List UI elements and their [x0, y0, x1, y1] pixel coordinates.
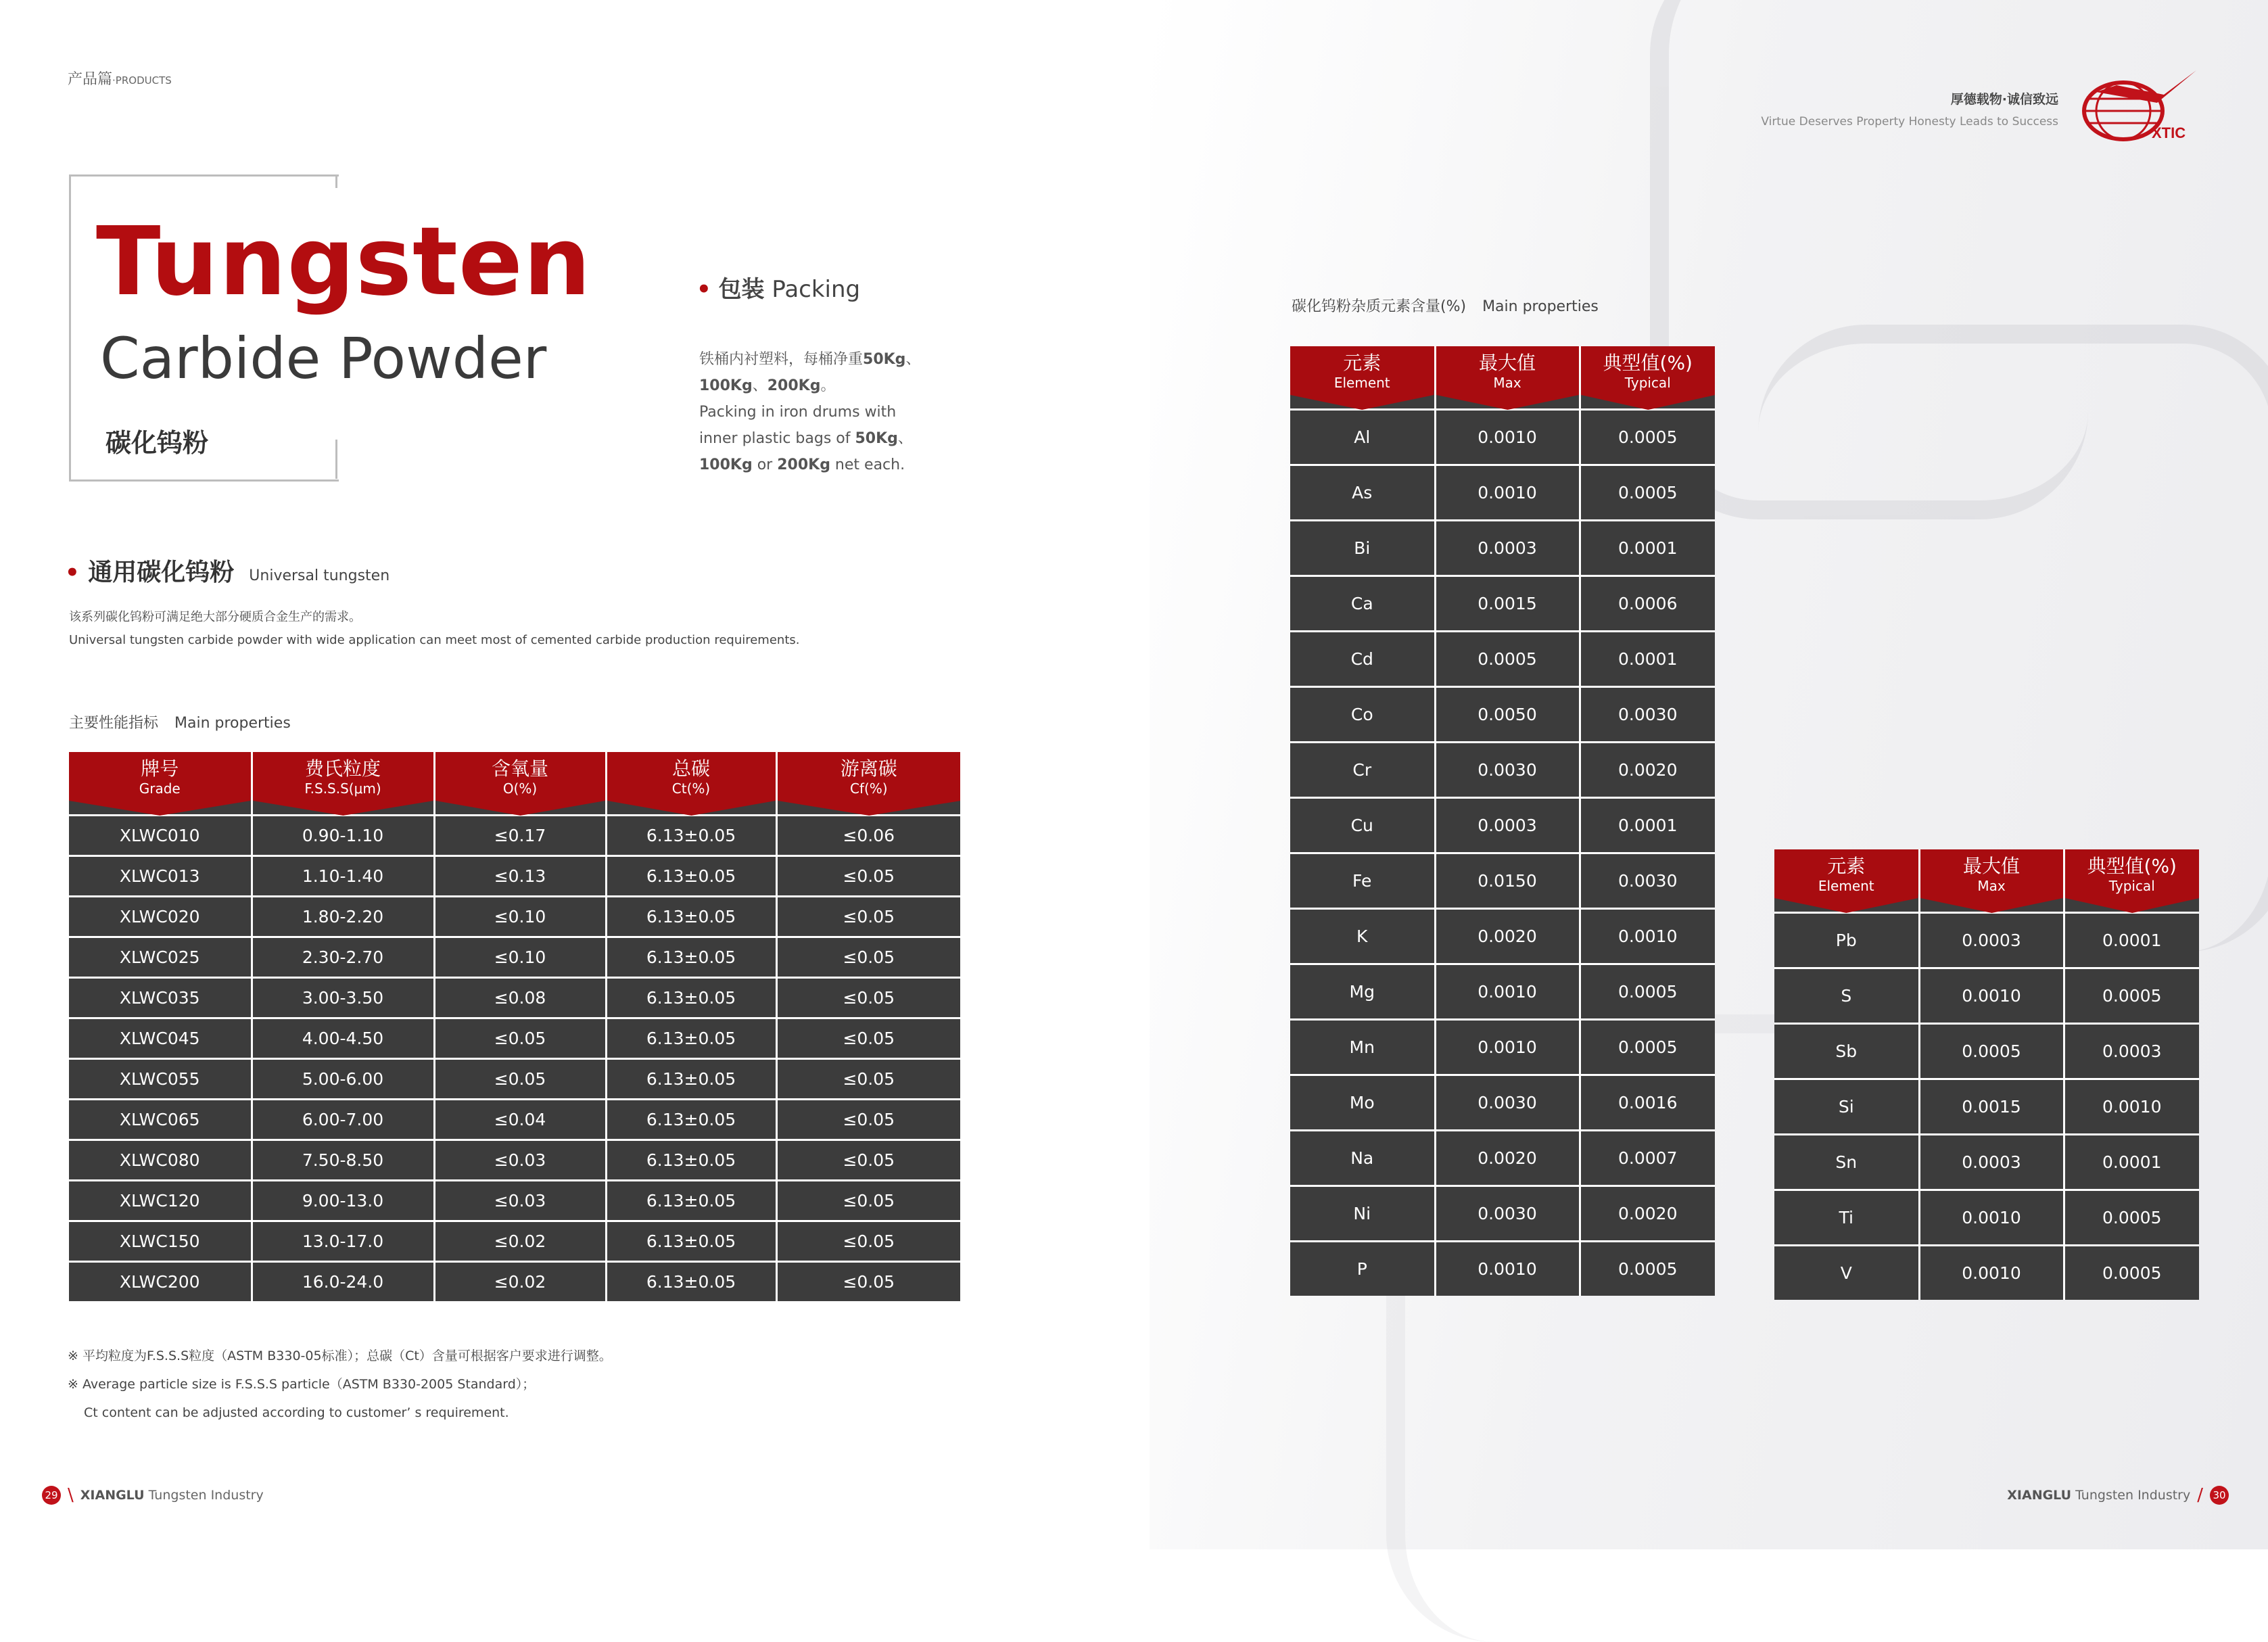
table-cell: ≤0.04: [434, 1100, 606, 1140]
slogan-en: Virtue Deserves Property Honesty Leads to Success: [1761, 115, 2058, 128]
table-cell: 0.0005: [2064, 1246, 2199, 1300]
table-cell: 0.0050: [1435, 687, 1580, 743]
table-row: [69, 978, 960, 1018]
table-row: [1290, 1075, 1715, 1131]
column-header-cn: 牌号: [141, 757, 179, 780]
table-cell: ≤0.05: [434, 1059, 606, 1100]
table-cell: 0.0005: [1435, 632, 1580, 687]
table-cell: ≤0.17: [434, 816, 606, 856]
column-header: [1774, 849, 1919, 894]
table-cell: 0.0020: [1580, 1186, 1715, 1242]
table-row: [1290, 521, 1715, 576]
table-cell: Ti: [1774, 1190, 1919, 1246]
table-row: [69, 1018, 960, 1059]
table-cell: 0.0010: [1435, 1242, 1580, 1296]
column-header-en: Grade: [139, 780, 181, 797]
table-cell: 6.13±0.05: [606, 856, 776, 897]
table-cell: Pb: [1774, 913, 1919, 968]
table-cell: K: [1290, 909, 1435, 964]
page-number: 30: [2210, 1486, 2229, 1505]
table-cell: Sn: [1774, 1135, 1919, 1190]
impurity-table-b: [1774, 849, 2199, 1300]
table-cell: ≤0.03: [434, 1181, 606, 1221]
table-cell: ≤0.02: [434, 1262, 606, 1302]
table-cell: Mn: [1290, 1020, 1435, 1075]
table-row: [1290, 1186, 1715, 1242]
column-header-cn: 最大值: [1962, 855, 2020, 877]
column-header: [69, 752, 252, 797]
packing-text: 铁桶内衬塑料，每桶净重50Kg、 100Kg、200Kg。 Packing in iron drums with inner plastic bags of 50Kg、 100Kg or 200Kg net each.: [699, 351, 921, 473]
table-cell: 0.0010: [1919, 1190, 2064, 1246]
table-row: [1774, 913, 2199, 968]
table-cell: 0.0007: [1580, 1131, 1715, 1186]
column-header: [1919, 849, 2064, 894]
table-cell: 6.13±0.05: [606, 978, 776, 1018]
table-row: [1290, 798, 1715, 853]
table-cell: Bi: [1290, 521, 1435, 576]
table-row: [1290, 1242, 1715, 1296]
svg-text:XTIC: XTIC: [2152, 124, 2186, 141]
page-title: Tungsten: [96, 207, 592, 317]
table-cell: 4.00-4.50: [252, 1018, 434, 1059]
table-cell: 0.0006: [1580, 576, 1715, 632]
table-row: [1290, 465, 1715, 521]
table-cell: 0.0150: [1435, 853, 1580, 909]
column-header-en: Element: [1818, 878, 1874, 894]
table-row: [1290, 853, 1715, 909]
table-row: [1290, 1131, 1715, 1186]
column-header: [2064, 849, 2199, 894]
table-cell: As: [1290, 465, 1435, 521]
table-cell: XLWC035: [69, 978, 252, 1018]
table-cell: 0.0005: [1919, 1024, 2064, 1079]
table-cell: ≤0.05: [776, 1100, 960, 1140]
table-cell: P: [1290, 1242, 1435, 1296]
table-row: [1290, 1020, 1715, 1075]
table-cell: Cu: [1290, 798, 1435, 853]
table-row: [1290, 909, 1715, 964]
column-header: [434, 752, 606, 797]
table-cell: Cr: [1290, 743, 1435, 798]
bullet-icon: •: [696, 276, 711, 303]
header-notch: [253, 797, 433, 816]
title-frame-edge: [335, 174, 337, 188]
table-cell: 0.0003: [2064, 1024, 2199, 1079]
table-cell: 6.13±0.05: [606, 1100, 776, 1140]
impurity-label: 碳化钨粉杂质元素含量(%) Main properties: [1292, 298, 1599, 315]
table-cell: ≤0.10: [434, 897, 606, 937]
table-cell: 0.0030: [1580, 853, 1715, 909]
table-cell: 0.0001: [2064, 1135, 2199, 1190]
table-row: [1290, 687, 1715, 743]
header-notch: [1436, 391, 1579, 410]
table-cell: XLWC045: [69, 1018, 252, 1059]
table-cell: ≤0.13: [434, 856, 606, 897]
table-cell: 0.0010: [1435, 465, 1580, 521]
column-header: [1435, 346, 1580, 391]
packing-heading: • 包装 Packing: [696, 276, 861, 303]
table-cell: Mo: [1290, 1075, 1435, 1131]
table-cell: ≤0.03: [434, 1140, 606, 1181]
table-row: [69, 816, 960, 856]
table-cell: XLWC010: [69, 816, 252, 856]
column-header: [252, 752, 434, 797]
table-row: [69, 897, 960, 937]
column-header-cn: 游离碳: [840, 757, 897, 780]
table-cell: ≤0.05: [776, 1059, 960, 1100]
table-cell: 0.0010: [1919, 968, 2064, 1024]
header-notch: [435, 797, 605, 816]
table-row: [1290, 576, 1715, 632]
table-cell: Fe: [1290, 853, 1435, 909]
table-cell: 0.0005: [1580, 1242, 1715, 1296]
table-cell: Ni: [1290, 1186, 1435, 1242]
header-notch: [1581, 391, 1716, 410]
header-notch: [69, 797, 251, 816]
table-cell: 0.0003: [1435, 798, 1580, 853]
column-header-en: Cf(%): [849, 780, 888, 797]
bullet-icon: •: [65, 559, 80, 586]
table-cell: 0.0005: [1580, 465, 1715, 521]
table-cell: 0.0010: [1580, 909, 1715, 964]
table-cell: 0.0003: [1435, 521, 1580, 576]
table-cell: 0.0016: [1580, 1075, 1715, 1131]
table-cell: XLWC120: [69, 1181, 252, 1221]
table-cell: 1.80-2.20: [252, 897, 434, 937]
table-cell: 2.30-2.70: [252, 937, 434, 978]
table-cell: ≤0.05: [776, 978, 960, 1018]
table-cell: 6.13±0.05: [606, 1059, 776, 1100]
column-header-cn: 最大值: [1478, 352, 1536, 374]
table-cell: XLWC065: [69, 1100, 252, 1140]
table-cell: 0.0005: [2064, 968, 2199, 1024]
table-cell: 0.0030: [1435, 1075, 1580, 1131]
table-cell: ≤0.08: [434, 978, 606, 1018]
table-cell: 0.0001: [2064, 913, 2199, 968]
table-cell: XLWC020: [69, 897, 252, 937]
table-cell: 0.0010: [2064, 1079, 2199, 1135]
table-row: [69, 1181, 960, 1221]
table-row: [69, 1100, 960, 1140]
table-cell: 0.0001: [1580, 632, 1715, 687]
table-row: [1774, 1246, 2199, 1300]
table-row: [69, 856, 960, 897]
table-row: [69, 1140, 960, 1181]
table-cell: 7.50-8.50: [252, 1140, 434, 1181]
column-header-cn: 元素: [1827, 855, 1866, 877]
table-cell: 6.13±0.05: [606, 1221, 776, 1262]
column-header: [606, 752, 776, 797]
header-notch: [607, 797, 776, 816]
table-cell: Ca: [1290, 576, 1435, 632]
header-notch: [1920, 894, 2063, 913]
table-cell: 0.0020: [1435, 1131, 1580, 1186]
column-header: [1290, 346, 1435, 391]
column-header-en: F.S.S.S(μm): [304, 780, 381, 797]
table-row: [1290, 410, 1715, 465]
table-cell: 0.0020: [1580, 743, 1715, 798]
table-cell: 0.0010: [1435, 964, 1580, 1020]
table-row: [1774, 1190, 2199, 1246]
table-row: [1774, 1024, 2199, 1079]
table-cell: 6.13±0.05: [606, 1018, 776, 1059]
table-cell: 0.0030: [1580, 687, 1715, 743]
table-cell: 0.0020: [1435, 909, 1580, 964]
table-cell: 6.13±0.05: [606, 1262, 776, 1302]
company-logo: [2076, 65, 2198, 145]
table-cell: 6.13±0.05: [606, 1181, 776, 1221]
column-header-cn: 元素: [1343, 352, 1381, 374]
table-row: [69, 1059, 960, 1100]
table-cell: 5.00-6.00: [252, 1059, 434, 1100]
column-header-cn: 典型值(%): [1603, 352, 1693, 374]
column-header-en: Element: [1333, 375, 1390, 391]
column-header-cn: 典型值(%): [2087, 855, 2177, 877]
table-cell: ≤0.05: [776, 897, 960, 937]
table-row: [1290, 743, 1715, 798]
header-notch: [2065, 894, 2200, 913]
grades-table: [69, 752, 960, 1301]
table-cell: 9.00-13.0: [252, 1181, 434, 1221]
column-header-en: Typical: [1624, 375, 1671, 391]
column-header-cn: 含氧量: [491, 757, 548, 780]
table-cell: ≤0.05: [776, 856, 960, 897]
column-header-en: O(%): [502, 780, 538, 797]
column-header-en: Ct(%): [671, 780, 711, 797]
footer-left: 29 \ XIANGLU Tungsten Industry: [42, 1485, 264, 1505]
column-header-en: Typical: [2108, 878, 2155, 894]
table-cell: 6.00-7.00: [252, 1100, 434, 1140]
column-header-cn: 总碳: [671, 757, 710, 780]
table-row: [1774, 1079, 2199, 1135]
table-cell: 13.0-17.0: [252, 1221, 434, 1262]
table-cell: XLWC025: [69, 937, 252, 978]
table-cell: 0.90-1.10: [252, 816, 434, 856]
table-cell: Na: [1290, 1131, 1435, 1186]
slogan-cn: 厚德载物·诚信致远: [1950, 92, 2058, 107]
page-subtitle: Carbide Powder: [100, 325, 547, 392]
column-header-en: Max: [1977, 878, 2006, 894]
table-cell: 6.13±0.05: [606, 937, 776, 978]
page-title-cn: 碳化钨粉: [105, 428, 209, 458]
table-cell: XLWC150: [69, 1221, 252, 1262]
table-row: [1290, 632, 1715, 687]
table-cell: XLWC055: [69, 1059, 252, 1100]
impurity-table-a: [1290, 346, 1715, 1296]
main-properties-label: 主要性能指标 Main properties: [69, 715, 291, 732]
table-cell: XLWC200: [69, 1262, 252, 1302]
table-cell: ≤0.05: [776, 1262, 960, 1302]
table-cell: ≤0.02: [434, 1221, 606, 1262]
table-cell: 16.0-24.0: [252, 1262, 434, 1302]
table-cell: ≤0.10: [434, 937, 606, 978]
column-header-cn: 费氏粒度: [304, 757, 381, 780]
table-cell: 6.13±0.05: [606, 816, 776, 856]
table-cell: XLWC080: [69, 1140, 252, 1181]
title-frame-edge: [335, 440, 337, 479]
column-header: [1580, 346, 1715, 391]
table-cell: ≤0.06: [776, 816, 960, 856]
footer-right: XIANGLU Tungsten Industry / 30: [2007, 1485, 2229, 1505]
table-cell: XLWC013: [69, 856, 252, 897]
table-cell: 0.0005: [1580, 964, 1715, 1020]
table-cell: Al: [1290, 410, 1435, 465]
header-notch: [778, 797, 961, 816]
table-cell: 0.0003: [1919, 913, 2064, 968]
column-header-en: Max: [1493, 375, 1521, 391]
footnotes: ※ 平均粒度为F.S.S.S粒度（ASTM B330-05标准）；总碳（Ct）含量可根据客户要求进行调整。 ※ Average particle size is F.S.S.S particle（ASTM B330-2005 Standard）； Ct content can be adjusted according to customer’ s requirement.: [68, 1348, 612, 1420]
header-notch: [1290, 391, 1434, 410]
table-cell: Mg: [1290, 964, 1435, 1020]
section-heading: • 通用碳化钨粉 Universal tungsten: [65, 559, 390, 586]
table-cell: 0.0010: [1435, 410, 1580, 465]
column-header: [776, 752, 960, 797]
table-cell: 0.0001: [1580, 798, 1715, 853]
table-cell: 0.0005: [1580, 1020, 1715, 1075]
table-cell: ≤0.05: [776, 1181, 960, 1221]
table-cell: Sb: [1774, 1024, 1919, 1079]
table-cell: 3.00-3.50: [252, 978, 434, 1018]
table-cell: 0.0030: [1435, 743, 1580, 798]
table-cell: 0.0001: [1580, 521, 1715, 576]
table-cell: S: [1774, 968, 1919, 1024]
table-cell: Cd: [1290, 632, 1435, 687]
table-cell: 0.0030: [1435, 1186, 1580, 1242]
table-cell: ≤0.05: [434, 1018, 606, 1059]
table-cell: ≤0.05: [776, 1221, 960, 1262]
table-cell: 0.0005: [2064, 1190, 2199, 1246]
table-row: [69, 1262, 960, 1302]
table-cell: ≤0.05: [776, 1140, 960, 1181]
table-cell: ≤0.05: [776, 937, 960, 978]
section-description: 该系列碳化钨粉可满足绝大部分硬质合金生产的需求。 Universal tungsten carbide powder with wide application can meet most of cemented carbide production requirements.: [69, 610, 800, 647]
header-category: 产品篇·PRODUCTS: [68, 71, 172, 88]
header-notch: [1774, 894, 1918, 913]
table-cell: 0.0003: [1919, 1135, 2064, 1190]
table-cell: Si: [1774, 1079, 1919, 1135]
table-row: [1774, 1135, 2199, 1190]
table-cell: Co: [1290, 687, 1435, 743]
table-cell: ≤0.05: [776, 1018, 960, 1059]
table-row: [1774, 968, 2199, 1024]
table-cell: 0.0010: [1435, 1020, 1580, 1075]
table-cell: 1.10-1.40: [252, 856, 434, 897]
table-cell: V: [1774, 1246, 1919, 1300]
table-cell: 0.0010: [1919, 1246, 2064, 1300]
page-number: 29: [42, 1486, 61, 1505]
table-cell: 0.0015: [1919, 1079, 2064, 1135]
table-cell: 6.13±0.05: [606, 897, 776, 937]
table-cell: 0.0015: [1435, 576, 1580, 632]
table-cell: 6.13±0.05: [606, 1140, 776, 1181]
table-cell: 0.0005: [1580, 410, 1715, 465]
table-row: [1290, 964, 1715, 1020]
table-row: [69, 937, 960, 978]
table-row: [69, 1221, 960, 1262]
